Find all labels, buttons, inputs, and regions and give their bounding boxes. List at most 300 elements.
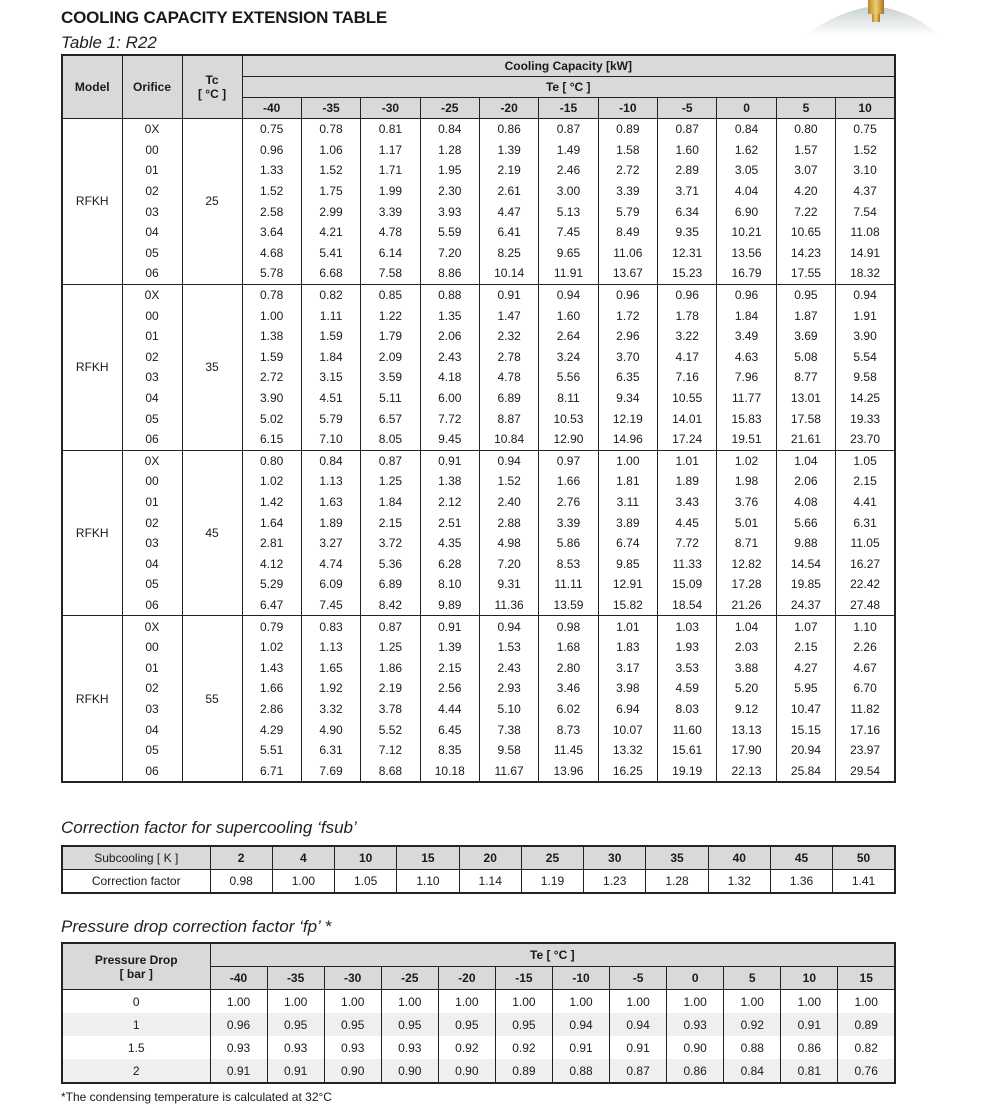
pd-factor-cell: 0.95	[324, 1013, 381, 1036]
capacity-cell: 6.02	[539, 699, 598, 720]
capacity-cell: 1.65	[301, 657, 360, 678]
header-tc-unit: [ °C ]	[197, 87, 227, 101]
capacity-cell: 8.73	[539, 719, 598, 740]
capacity-cell: 3.64	[242, 222, 301, 243]
capacity-cell: 2.76	[539, 492, 598, 513]
footnote: *The condensing temperature is calculated at 32°C	[61, 1090, 332, 1104]
header-pd-te: Te [ °C ]	[210, 943, 895, 967]
capacity-cell: 9.58	[479, 740, 538, 761]
orifice-cell: 00	[122, 305, 182, 326]
capacity-cell: 1.81	[598, 471, 657, 492]
capacity-cell: 4.47	[479, 201, 538, 222]
capacity-cell: 14.23	[776, 243, 835, 264]
table-row	[62, 450, 895, 471]
pd-factor-cell: 0.95	[267, 1013, 324, 1036]
capacity-cell: 18.54	[658, 595, 717, 616]
te-header-cell: -15	[539, 98, 598, 119]
pressure-drop-body	[62, 990, 895, 1084]
orifice-cell: 04	[122, 719, 182, 740]
capacity-cell: 8.71	[717, 533, 776, 554]
capacity-cell: 6.14	[361, 243, 420, 264]
correction-factor-cell: 0.98	[210, 870, 272, 894]
capacity-cell: 8.35	[420, 740, 479, 761]
capacity-cell: 1.05	[836, 450, 895, 471]
capacity-cell: 1.11	[301, 305, 360, 326]
capacity-cell: 1.35	[420, 305, 479, 326]
pd-te-header-cell: -10	[552, 967, 609, 990]
capacity-cell: 1.53	[479, 637, 538, 658]
te-header-cell: 5	[776, 98, 835, 119]
capacity-cell: 3.39	[539, 512, 598, 533]
pd-factor-cell: 0.93	[381, 1036, 438, 1059]
table-row	[62, 1059, 895, 1083]
capacity-cell: 5.29	[242, 574, 301, 595]
capacity-cell: 8.77	[776, 367, 835, 388]
capacity-cell: 5.01	[717, 512, 776, 533]
capacity-cell: 9.45	[420, 429, 479, 450]
capacity-cell: 5.11	[361, 388, 420, 409]
capacity-cell: 1.84	[361, 492, 420, 513]
correction-factor-cell: 1.00	[272, 870, 334, 894]
capacity-cell: 2.30	[420, 181, 479, 202]
capacity-cell: 0.78	[301, 119, 360, 140]
capacity-cell: 14.91	[836, 243, 895, 264]
capacity-cell: 5.41	[301, 243, 360, 264]
capacity-cell: 13.32	[598, 740, 657, 761]
correction-factor-cell: 1.28	[646, 870, 708, 894]
pressure-drop-cell: 1	[62, 1013, 210, 1036]
capacity-cell: 3.39	[598, 181, 657, 202]
capacity-cell: 8.10	[420, 574, 479, 595]
pd-factor-cell: 1.00	[610, 990, 667, 1014]
capacity-cell: 3.32	[301, 699, 360, 720]
capacity-cell: 3.98	[598, 678, 657, 699]
capacity-cell: 1.38	[242, 326, 301, 347]
orifice-cell: 01	[122, 657, 182, 678]
te-header-cell: -30	[361, 98, 420, 119]
capacity-cell: 0.82	[301, 284, 360, 305]
capacity-cell: 6.47	[242, 595, 301, 616]
pd-factor-cell: 0.92	[724, 1013, 781, 1036]
capacity-cell: 8.25	[479, 243, 538, 264]
capacity-cell: 10.18	[420, 760, 479, 782]
pd-factor-cell: 0.90	[438, 1059, 495, 1083]
pd-factor-cell: 0.91	[552, 1036, 609, 1059]
te-header-cell: -35	[301, 98, 360, 119]
pd-factor-cell: 0.95	[495, 1013, 552, 1036]
pd-factor-cell: 0.92	[495, 1036, 552, 1059]
capacity-cell: 1.52	[836, 140, 895, 161]
capacity-cell: 3.59	[361, 367, 420, 388]
capacity-cell: 13.56	[717, 243, 776, 264]
correction-factor-cell: 1.19	[521, 870, 583, 894]
capacity-cell: 12.90	[539, 429, 598, 450]
capacity-cell: 4.29	[242, 719, 301, 740]
capacity-cell: 11.11	[539, 574, 598, 595]
capacity-cell: 12.31	[658, 243, 717, 264]
subcooling-k-cell: 15	[397, 846, 459, 870]
capacity-cell: 0.98	[539, 616, 598, 637]
capacity-cell: 29.54	[836, 760, 895, 782]
capacity-cell: 2.15	[361, 512, 420, 533]
capacity-cell: 4.08	[776, 492, 835, 513]
capacity-cell: 4.78	[479, 367, 538, 388]
capacity-cell: 5.36	[361, 553, 420, 574]
model-cell: RFKH	[62, 284, 122, 450]
capacity-cell: 7.12	[361, 740, 420, 761]
capacity-cell: 1.28	[420, 140, 479, 161]
capacity-cell: 11.33	[658, 553, 717, 574]
orifice-cell: 0X	[122, 616, 182, 637]
product-valve-image	[800, 0, 940, 42]
capacity-cell: 0.96	[242, 140, 301, 161]
capacity-cell: 2.09	[361, 347, 420, 368]
pd-factor-cell: 0.82	[838, 1036, 895, 1059]
tc-cell: 55	[182, 616, 242, 782]
capacity-cell: 1.01	[598, 616, 657, 637]
capacity-cell: 2.89	[658, 160, 717, 181]
te-header-cell: -10	[598, 98, 657, 119]
capacity-cell: 1.04	[776, 450, 835, 471]
capacity-cell: 1.62	[717, 140, 776, 161]
capacity-cell: 5.59	[420, 222, 479, 243]
capacity-cell: 19.85	[776, 574, 835, 595]
orifice-cell: 0X	[122, 284, 182, 305]
capacity-cell: 0.89	[598, 119, 657, 140]
orifice-cell: 00	[122, 140, 182, 161]
capacity-cell: 1.10	[836, 616, 895, 637]
capacity-cell: 8.42	[361, 595, 420, 616]
capacity-cell: 15.83	[717, 408, 776, 429]
capacity-cell: 15.23	[658, 263, 717, 284]
page-title: COOLING CAPACITY EXTENSION TABLE	[61, 8, 388, 27]
capacity-cell: 11.45	[539, 740, 598, 761]
capacity-cell: 15.15	[776, 719, 835, 740]
pd-te-header-cell: -25	[381, 967, 438, 990]
capacity-cell: 1.71	[361, 160, 420, 181]
capacity-cell: 1.13	[301, 471, 360, 492]
capacity-cell: 1.59	[242, 347, 301, 368]
capacity-cell: 25.84	[776, 760, 835, 782]
capacity-cell: 1.02	[242, 471, 301, 492]
capacity-cell: 3.71	[658, 181, 717, 202]
table-row	[62, 284, 895, 305]
pd-factor-cell: 1.00	[667, 990, 724, 1014]
capacity-cell: 1.00	[242, 305, 301, 326]
subcooling-caption: Correction factor for supercooling ‘fsub’	[61, 818, 357, 837]
pd-factor-cell: 0.95	[438, 1013, 495, 1036]
capacity-cell: 0.84	[301, 450, 360, 471]
capacity-cell: 8.68	[361, 760, 420, 782]
capacity-cell: 1.92	[301, 678, 360, 699]
capacity-cell: 6.57	[361, 408, 420, 429]
pd-te-header-cell: 5	[724, 967, 781, 990]
subcooling-k-cell: 2	[210, 846, 272, 870]
capacity-cell: 19.19	[658, 760, 717, 782]
capacity-cell: 10.07	[598, 719, 657, 740]
pd-factor-cell: 0.89	[495, 1059, 552, 1083]
capacity-cell: 3.88	[717, 657, 776, 678]
capacity-cell: 0.85	[361, 284, 420, 305]
capacity-cell: 3.90	[242, 388, 301, 409]
capacity-cell: 9.88	[776, 533, 835, 554]
pd-factor-cell: 1.00	[552, 990, 609, 1014]
capacity-cell: 3.39	[361, 201, 420, 222]
capacity-cell: 0.78	[242, 284, 301, 305]
capacity-cell: 1.83	[598, 637, 657, 658]
capacity-cell: 2.15	[776, 637, 835, 658]
capacity-cell: 0.96	[598, 284, 657, 305]
correction-factor-cell: 1.14	[459, 870, 521, 894]
capacity-cell: 14.96	[598, 429, 657, 450]
capacity-cell: 11.60	[658, 719, 717, 740]
capacity-cell: 5.51	[242, 740, 301, 761]
capacity-cell: 1.63	[301, 492, 360, 513]
pd-factor-cell: 0.76	[838, 1059, 895, 1083]
orifice-cell: 05	[122, 243, 182, 264]
capacity-cell: 1.43	[242, 657, 301, 678]
capacity-cell: 4.67	[836, 657, 895, 678]
correction-factor-cell: 1.41	[833, 870, 895, 894]
pd-factor-cell: 1.00	[267, 990, 324, 1014]
header-orifice: Orifice	[122, 55, 182, 119]
capacity-cell: 2.99	[301, 201, 360, 222]
pd-factor-cell: 0.95	[381, 1013, 438, 1036]
capacity-cell: 2.72	[598, 160, 657, 181]
capacity-cell: 5.13	[539, 201, 598, 222]
capacity-cell: 2.96	[598, 326, 657, 347]
orifice-cell: 06	[122, 760, 182, 782]
capacity-cell: 14.25	[836, 388, 895, 409]
orifice-cell: 06	[122, 263, 182, 284]
capacity-cell: 1.64	[242, 512, 301, 533]
orifice-cell: 01	[122, 326, 182, 347]
capacity-cell: 3.43	[658, 492, 717, 513]
pd-te-header-cell: -5	[610, 967, 667, 990]
subcooling-k-cell: 30	[584, 846, 646, 870]
capacity-cell: 22.42	[836, 574, 895, 595]
capacity-cell: 2.03	[717, 637, 776, 658]
capacity-cell: 17.24	[658, 429, 717, 450]
capacity-cell: 2.43	[420, 347, 479, 368]
pd-factor-cell: 0.90	[667, 1036, 724, 1059]
pressure-drop-cell: 2	[62, 1059, 210, 1083]
pd-factor-cell: 0.88	[724, 1036, 781, 1059]
te-header-cell: -20	[479, 98, 538, 119]
capacity-cell: 1.60	[539, 305, 598, 326]
capacity-cell: 0.75	[836, 119, 895, 140]
orifice-cell: 05	[122, 408, 182, 429]
capacity-cell: 1.39	[479, 140, 538, 161]
capacity-cell: 6.28	[420, 553, 479, 574]
header-pressure-drop	[62, 943, 210, 990]
pd-factor-cell: 0.90	[324, 1059, 381, 1083]
pd-factor-cell: 0.86	[667, 1059, 724, 1083]
capacity-cell: 2.46	[539, 160, 598, 181]
pd-factor-cell: 0.88	[552, 1059, 609, 1083]
capacity-cell: 1.84	[717, 305, 776, 326]
capacity-cell: 7.10	[301, 429, 360, 450]
cooling-capacity-body	[62, 119, 895, 783]
capacity-cell: 6.89	[361, 574, 420, 595]
tc-cell: 45	[182, 450, 242, 616]
orifice-cell: 00	[122, 637, 182, 658]
capacity-cell: 16.27	[836, 553, 895, 574]
orifice-cell: 02	[122, 512, 182, 533]
pd-factor-cell: 1.00	[495, 990, 552, 1014]
pd-factor-cell: 0.91	[781, 1013, 838, 1036]
table-row	[62, 1036, 895, 1059]
capacity-cell: 1.03	[658, 616, 717, 637]
capacity-cell: 15.61	[658, 740, 717, 761]
capacity-cell: 0.94	[479, 616, 538, 637]
pd-factor-cell: 0.86	[781, 1036, 838, 1059]
capacity-cell: 9.58	[836, 367, 895, 388]
pd-factor-cell: 0.84	[724, 1059, 781, 1083]
capacity-cell: 1.33	[242, 160, 301, 181]
capacity-cell: 2.80	[539, 657, 598, 678]
capacity-cell: 7.45	[539, 222, 598, 243]
capacity-cell: 0.80	[242, 450, 301, 471]
capacity-cell: 7.16	[658, 367, 717, 388]
subcooling-k-cell: 40	[708, 846, 770, 870]
capacity-cell: 16.25	[598, 760, 657, 782]
capacity-cell: 3.10	[836, 160, 895, 181]
capacity-cell: 7.58	[361, 263, 420, 284]
header-tc-label: Tc	[205, 73, 219, 87]
capacity-cell: 7.20	[420, 243, 479, 264]
header-model: Model	[62, 55, 122, 119]
pd-factor-cell: 0.87	[610, 1059, 667, 1083]
orifice-cell: 0X	[122, 450, 182, 471]
pd-te-header-cell: -35	[267, 967, 324, 990]
capacity-cell: 5.78	[242, 263, 301, 284]
tc-cell: 35	[182, 284, 242, 450]
capacity-cell: 8.86	[420, 263, 479, 284]
capacity-cell: 6.45	[420, 719, 479, 740]
capacity-cell: 7.72	[420, 408, 479, 429]
capacity-cell: 18.32	[836, 263, 895, 284]
capacity-cell: 2.56	[420, 678, 479, 699]
capacity-cell: 2.93	[479, 678, 538, 699]
capacity-cell: 5.79	[598, 201, 657, 222]
capacity-cell: 3.15	[301, 367, 360, 388]
table-row	[62, 616, 895, 637]
capacity-cell: 7.69	[301, 760, 360, 782]
capacity-cell: 6.68	[301, 263, 360, 284]
capacity-cell: 1.00	[598, 450, 657, 471]
capacity-cell: 2.78	[479, 347, 538, 368]
capacity-cell: 17.55	[776, 263, 835, 284]
capacity-cell: 3.90	[836, 326, 895, 347]
capacity-cell: 8.03	[658, 699, 717, 720]
capacity-cell: 2.15	[836, 471, 895, 492]
capacity-cell: 11.06	[598, 243, 657, 264]
capacity-cell: 3.17	[598, 657, 657, 678]
capacity-cell: 1.01	[658, 450, 717, 471]
capacity-cell: 11.91	[539, 263, 598, 284]
capacity-cell: 2.06	[776, 471, 835, 492]
pd-factor-cell: 1.00	[838, 990, 895, 1014]
capacity-cell: 3.76	[717, 492, 776, 513]
header-cooling-capacity: Cooling Capacity [kW]	[242, 55, 895, 77]
capacity-cell: 4.35	[420, 533, 479, 554]
capacity-cell: 8.53	[539, 553, 598, 574]
capacity-cell: 1.84	[301, 347, 360, 368]
capacity-cell: 11.82	[836, 699, 895, 720]
capacity-cell: 7.96	[717, 367, 776, 388]
capacity-cell: 1.25	[361, 637, 420, 658]
capacity-cell: 5.02	[242, 408, 301, 429]
pressure-drop-table	[61, 942, 896, 1084]
subcooling-k-cell: 35	[646, 846, 708, 870]
capacity-cell: 1.68	[539, 637, 598, 658]
capacity-cell: 2.15	[420, 657, 479, 678]
capacity-cell: 1.91	[836, 305, 895, 326]
capacity-cell: 0.87	[658, 119, 717, 140]
capacity-cell: 3.78	[361, 699, 420, 720]
pd-factor-cell: 0.93	[267, 1036, 324, 1059]
capacity-cell: 9.65	[539, 243, 598, 264]
capacity-cell: 8.49	[598, 222, 657, 243]
subcooling-table	[61, 845, 896, 894]
capacity-cell: 0.94	[539, 284, 598, 305]
capacity-cell: 8.05	[361, 429, 420, 450]
capacity-cell: 24.37	[776, 595, 835, 616]
capacity-cell: 1.72	[598, 305, 657, 326]
capacity-cell: 1.49	[539, 140, 598, 161]
capacity-cell: 3.27	[301, 533, 360, 554]
pd-factor-cell: 0.92	[438, 1036, 495, 1059]
capacity-cell: 1.25	[361, 471, 420, 492]
capacity-cell: 5.52	[361, 719, 420, 740]
capacity-cell: 14.54	[776, 553, 835, 574]
capacity-cell: 1.89	[658, 471, 717, 492]
capacity-cell: 2.51	[420, 512, 479, 533]
capacity-cell: 0.91	[420, 450, 479, 471]
pressure-drop-cell: 1.5	[62, 1036, 210, 1059]
orifice-cell: 02	[122, 181, 182, 202]
capacity-cell: 0.96	[658, 284, 717, 305]
capacity-cell: 4.04	[717, 181, 776, 202]
orifice-cell: 05	[122, 574, 182, 595]
capacity-cell: 14.01	[658, 408, 717, 429]
capacity-cell: 9.35	[658, 222, 717, 243]
pd-te-header-cell: 0	[667, 967, 724, 990]
capacity-cell: 1.95	[420, 160, 479, 181]
table1-caption: Table 1: R22	[61, 33, 157, 52]
capacity-cell: 6.15	[242, 429, 301, 450]
capacity-cell: 6.35	[598, 367, 657, 388]
capacity-cell: 17.58	[776, 408, 835, 429]
capacity-cell: 4.59	[658, 678, 717, 699]
pd-factor-cell: 0.81	[781, 1059, 838, 1083]
te-header-cell: 0	[717, 98, 776, 119]
orifice-cell: 06	[122, 429, 182, 450]
subcooling-k-cell: 20	[459, 846, 521, 870]
pd-factor-cell: 1.00	[381, 990, 438, 1014]
capacity-cell: 4.45	[658, 512, 717, 533]
orifice-cell: 04	[122, 388, 182, 409]
capacity-cell: 1.75	[301, 181, 360, 202]
correction-factor-cell: 1.23	[584, 870, 646, 894]
capacity-cell: 2.88	[479, 512, 538, 533]
capacity-cell: 3.46	[539, 678, 598, 699]
capacity-cell: 10.84	[479, 429, 538, 450]
capacity-cell: 2.81	[242, 533, 301, 554]
capacity-cell: 1.66	[539, 471, 598, 492]
capacity-cell: 10.14	[479, 263, 538, 284]
